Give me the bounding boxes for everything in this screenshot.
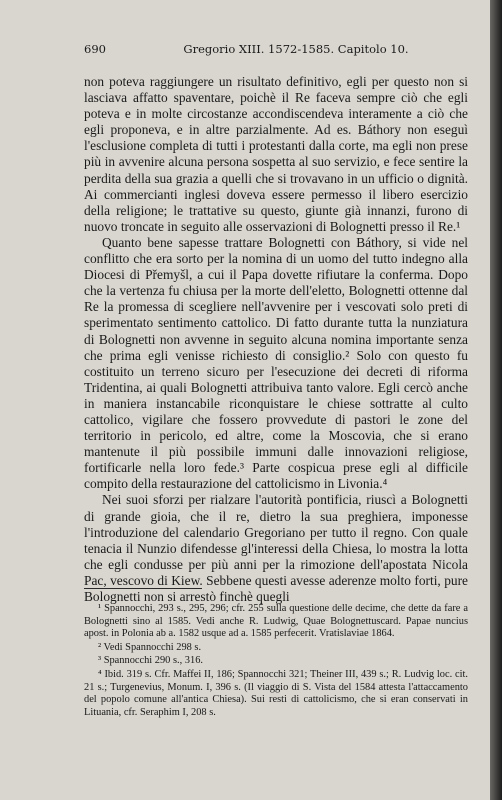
paragraph-1: non poteva raggiungere un risultato definitivo, egli per questo non si lasciava affatto spaventare, poichè il Re faceva sempre ciò che egli poteva e in molte circostanze accondiscendeva interamente a ciò che egli proponeva, e in altre parzialmente. Ad es. Báthory non eseguì l'esclusione completa di tutti i protestanti dalla corte, ma egli non prese più in avvenire alcuna persona sospetta al suo servizio, e fece sentire la perdita della sua grazia a quelli che si trovavano in un ufficio o dignità. Ai commercianti inglesi doveva essere permesso il libero esercizio della religione; le trattative su questo, giunte già innanzi, furono di nuovo troncate in seguito alle osservazioni di Bolognetti presso il Re.¹	[84, 74, 468, 234]
body-text	[84, 74, 468, 605]
footnote-2: ² Vedi Spannocchi 298 s.	[98, 641, 202, 653]
footnote-3: ³ Spannocchi 290 s., 316.	[98, 655, 203, 667]
page-number: 690	[84, 42, 106, 56]
paragraph-3: Nei suoi sforzi per rialzare l'autorità pontificia, riuscì a Bolognetti di grande gioia, che il re, dietro la sua preghiera, imponesse l'introduzione del calendario Gregoriano per tutto il regno. Con quale tenacia il Nunzio difendesse gl'interessi della Chiesa, lo mostra la lotta che egli condusse per più anni per la rimozione dell'apostata Nicola Pac, vescovo di Kiew. Sebbene questi avesse aderenze molto forti, pure Bolognetti non si arrestò finchè quegli	[84, 492, 468, 604]
page-edge-shadow	[490, 0, 502, 800]
footnotes	[84, 603, 468, 720]
running-title: Gregorio XIII. 1572-1585. Capitolo 10.	[183, 42, 409, 56]
paragraph-2: Quanto bene sapesse trattare Bolognetti con Báthory, si vide nel conflitto che era sorto per la nomina di un uomo del tutto indegno alla Diocesi di Přemyšl, a cui il Papa dovette rifiutare la conferma. Dopo che la vertenza fu chiusa per la morte dell'eletto, Bolognetti ottenne dal Re la promessa di scegliere nell'avvenire per i vescovati solo preti di sperimentato sentimento cattolico. Di fatto durante tutta la nunziatura di Bolognetti non avvenne in seguito alcuna nomina importante senza che prima egli venisse richiesto di consiglio.² Solo con questo fu costituito un terreno sicuro per l'esecuzione dei decreti di riforma Tridentina, ai quali Bolognetti attribuiva tanto valore. Egli cercò anche in maniera instancabile riconquistare le chiese sottratte al culto cattolico, vigilare che fossero provvedute di pastori le zone del territorio in pericolo, ed altre, come la Moscovia, che si erano mantenute il più possibile immuni dalle innovazioni religiose, fortificarle nella loro fede.³ Parte cospicua prese egli al difficile compito della restaurazione del cattolicismo in Livonia.⁴	[84, 234, 468, 492]
footnote-1: ¹ Spannocchi, 293 s., 295, 296; cfr. 255 sulla questione delle decime, che dette da fare a Bolognetti sino al 1585. Vedi anche R. Ludwig, Quae Bolognettuscard. Papae nuncius apost. in Polonia ab a. 1582 usque ad a. 1585 perfecerit. Vratislaviae 1864.	[84, 603, 468, 640]
footnote-4: ⁴ Ibid. 319 s. Cfr. Maffei II, 186; Spannocchi 321; Theiner III, 439 s.; R. Ludvig loc. cit. 21 s.; Turgenevius, Monum. I, 396 s. (Il viaggio di S. Vista del 1584 attesta l'attaccamento del popolo comune all'antica Chiesa). Sui resti di cattolicismo, che si eran conservati in Lituania, cfr. Seraphim I, 208 s.	[84, 668, 468, 718]
footnote-separator	[84, 588, 202, 589]
